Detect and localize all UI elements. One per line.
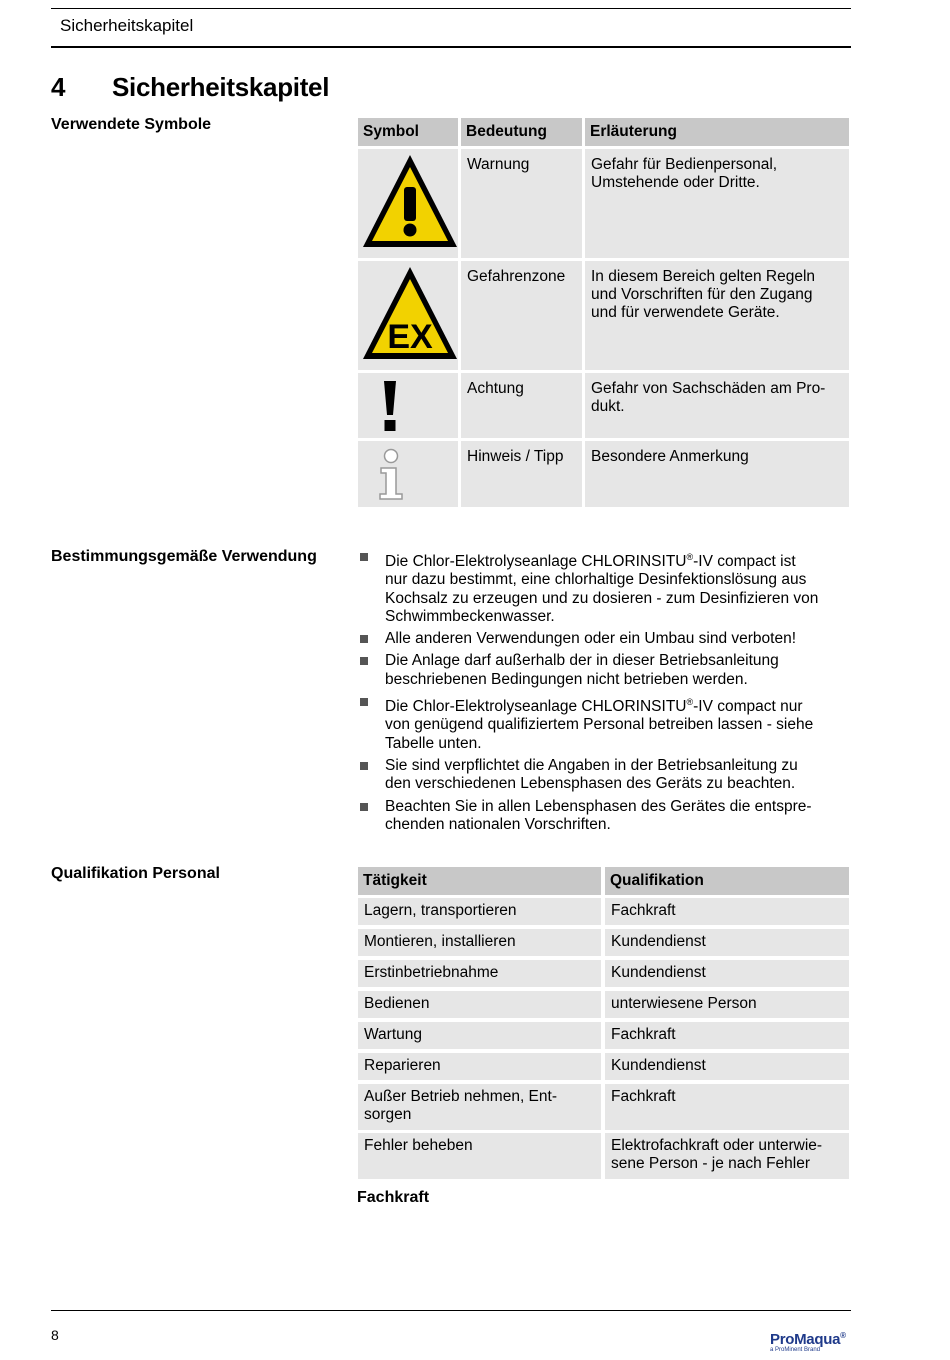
qualification-col-activity: Tätigkeit [358, 867, 601, 895]
table-row-qualification [605, 1133, 849, 1179]
list-item-line [385, 693, 853, 716]
explanation-line: Besondere Anmerkung [591, 448, 749, 465]
qualification-line: Elektrofachkraft oder unterwie- [611, 1137, 823, 1154]
table-row-activity [358, 960, 601, 987]
list-item-line: chenden nationalen Vorschriften. [385, 815, 611, 833]
list-item-line: Sie sind verpflichtet die Angaben in der Betriebsanleitung zu [385, 756, 798, 774]
qualification-line: Fachkraft [611, 1088, 676, 1105]
symbols-heading: Verwendete Symbole [51, 116, 212, 133]
qualification-line: Kundendienst [611, 933, 706, 950]
activity-line: Reparieren [364, 1057, 441, 1074]
registered-mark: ® [686, 552, 694, 562]
meaning-cell-warning [461, 149, 582, 258]
explanation-line: Umstehende oder Dritte. [591, 174, 760, 191]
meaning-cell-hazard-zone [461, 261, 582, 370]
registered-mark: ® [686, 697, 694, 708]
list-item-line: nur dazu bestimmt, eine chlorhaltige Desinfektionslösung aus [385, 571, 807, 589]
activity-line: Außer Betrieb nehmen, Ent- [364, 1088, 557, 1105]
header-top-rule [51, 8, 851, 9]
list-item [358, 652, 853, 689]
bullet-square-icon [360, 635, 368, 643]
qualification-heading: Qualifikation Personal [51, 865, 220, 882]
table-row-qualification [605, 929, 849, 956]
qualification-line: unterwiesene Person [611, 995, 757, 1012]
activity-line: Fehler beheben [364, 1137, 473, 1154]
explanation-cell-note [585, 441, 849, 507]
chapter-title: Sicherheitskapitel [112, 72, 330, 102]
list-item-line: den verschiedenen Lebensphasen des Geräts zu beachten. [385, 775, 796, 793]
qualification-col-qualification: Qualifikation [605, 867, 849, 895]
list-item-line: von genügend qualifiziertem Personal betreiben lassen - siehe [385, 716, 814, 734]
logo-pro: Pro [770, 1331, 795, 1348]
meaning-cell-note [461, 441, 582, 507]
ex-label: EX [387, 318, 433, 356]
meaning-caution: Achtung [467, 380, 524, 397]
text-segment: -IV compact ist [693, 553, 796, 570]
explanation-cell-hazard-zone [585, 261, 849, 370]
activity-line: Lagern, transportieren [364, 902, 517, 919]
symbols-col-symbol: Symbol [358, 118, 458, 146]
symbol-cell-note [358, 441, 458, 507]
list-item-line: beschriebenen Bedingungen nicht betrieben werden. [385, 670, 748, 688]
list-item [358, 693, 853, 753]
qualification-line: Kundendienst [611, 1057, 706, 1074]
activity-line: Wartung [364, 1026, 423, 1043]
qualification-line: Fachkraft [611, 902, 676, 919]
table-row-qualification [605, 898, 849, 925]
logo-tagline: a ProMinent Brand [770, 1347, 821, 1353]
promaqua-logo [770, 1328, 846, 1354]
header-bottom-rule [51, 46, 851, 48]
symbols-col-explanation: Erläuterung [585, 118, 849, 146]
table-row-activity [358, 1133, 601, 1179]
bullet-square-icon [360, 553, 368, 561]
footer-rule [51, 1310, 851, 1311]
chapter-number: 4 [51, 72, 66, 102]
text-segment: Die Chlor-Elektrolyseanlage CHLORINSITU [385, 553, 687, 570]
warning-triangle-icon [360, 151, 460, 251]
qualification-line: Kundendienst [611, 964, 706, 981]
usage-heading: Bestimmungsgemäße Verwendung [51, 548, 317, 565]
info-icon [375, 446, 409, 502]
meaning-warning: Warnung [467, 156, 530, 173]
logo-maqua: Maqua [794, 1331, 841, 1348]
explanation-line: und Vorschriften für den Zugang [591, 286, 813, 303]
list-item-line: Kochsalz zu erzeugen und zu dosieren - zum Desinfizieren von [385, 589, 819, 607]
activity-line: Erstinbetriebnahme [364, 964, 499, 981]
list-item [358, 630, 853, 648]
bullet-square-icon [360, 657, 368, 665]
table-row-qualification [605, 991, 849, 1018]
table-row-qualification [605, 1084, 849, 1130]
logo-wordmark [770, 1328, 846, 1347]
explanation-line: Gefahr für Bedienpersonal, [591, 156, 778, 173]
symbol-cell-warning [358, 149, 458, 258]
ex-hazard-zone-icon [360, 263, 460, 363]
bullet-square-icon [360, 698, 368, 706]
meaning-note: Hinweis / Tipp [467, 448, 564, 465]
table-row-activity [358, 1084, 601, 1130]
table-row-activity [358, 1022, 601, 1049]
explanation-cell-caution [585, 373, 849, 438]
meaning-cell-caution [461, 373, 582, 438]
list-item-line [385, 548, 853, 571]
list-item-line: Beachten Sie in allen Lebensphasen des Gerätes die entspre- [385, 797, 812, 815]
fachkraft-subheading: Fachkraft [357, 1189, 430, 1206]
running-header-title: Sicherheitskapitel [60, 16, 194, 35]
explanation-line: dukt. [591, 398, 625, 415]
qualification-line: Fachkraft [611, 1026, 676, 1043]
symbol-cell-caution [358, 373, 458, 438]
qualification-line: sene Person - je nach Fehler [611, 1155, 811, 1172]
bullet-square-icon [360, 762, 368, 770]
usage-list [358, 548, 853, 838]
list-item [358, 548, 853, 626]
bullet-square-icon [360, 803, 368, 811]
list-item-line: Schwimmbeckenwasser. [385, 607, 555, 625]
list-item [358, 757, 853, 794]
list-item-line: Die Anlage darf außerhalb der in dieser Betriebsanleitung [385, 652, 779, 670]
list-item-line: Tabelle unten. [385, 734, 482, 752]
meaning-hazard-zone: Gefahrenzone [467, 268, 566, 285]
table-row-qualification [605, 1053, 849, 1080]
table-row-qualification [605, 960, 849, 987]
symbols-col-meaning: Bedeutung [461, 118, 582, 146]
explanation-line: Gefahr von Sachschäden am Pro- [591, 380, 826, 397]
exclamation-icon [378, 379, 402, 433]
table-row-activity [358, 929, 601, 956]
activity-line: sorgen [364, 1106, 412, 1123]
list-item-line: Alle anderen Verwendungen oder ein Umbau sind verboten! [385, 630, 797, 648]
list-item [358, 798, 853, 835]
symbol-cell-hazard-zone [358, 261, 458, 370]
explanation-line: und für verwendete Geräte. [591, 304, 780, 321]
table-row-activity [358, 991, 601, 1018]
table-row-qualification [605, 1022, 849, 1049]
activity-line: Bedienen [364, 995, 430, 1012]
explanation-cell-warning [585, 149, 849, 258]
text-segment: Die Chlor-Elektrolyseanlage CHLORINSITU [385, 698, 687, 716]
text-segment: -IV compact nur [693, 698, 803, 716]
explanation-line: In diesem Bereich gelten Regeln [591, 268, 816, 285]
table-row-activity [358, 1053, 601, 1080]
logo-registered: ® [840, 1331, 846, 1340]
activity-line: Montieren, installieren [364, 933, 516, 950]
table-row-activity [358, 898, 601, 925]
page-number: 8 [51, 1327, 59, 1343]
